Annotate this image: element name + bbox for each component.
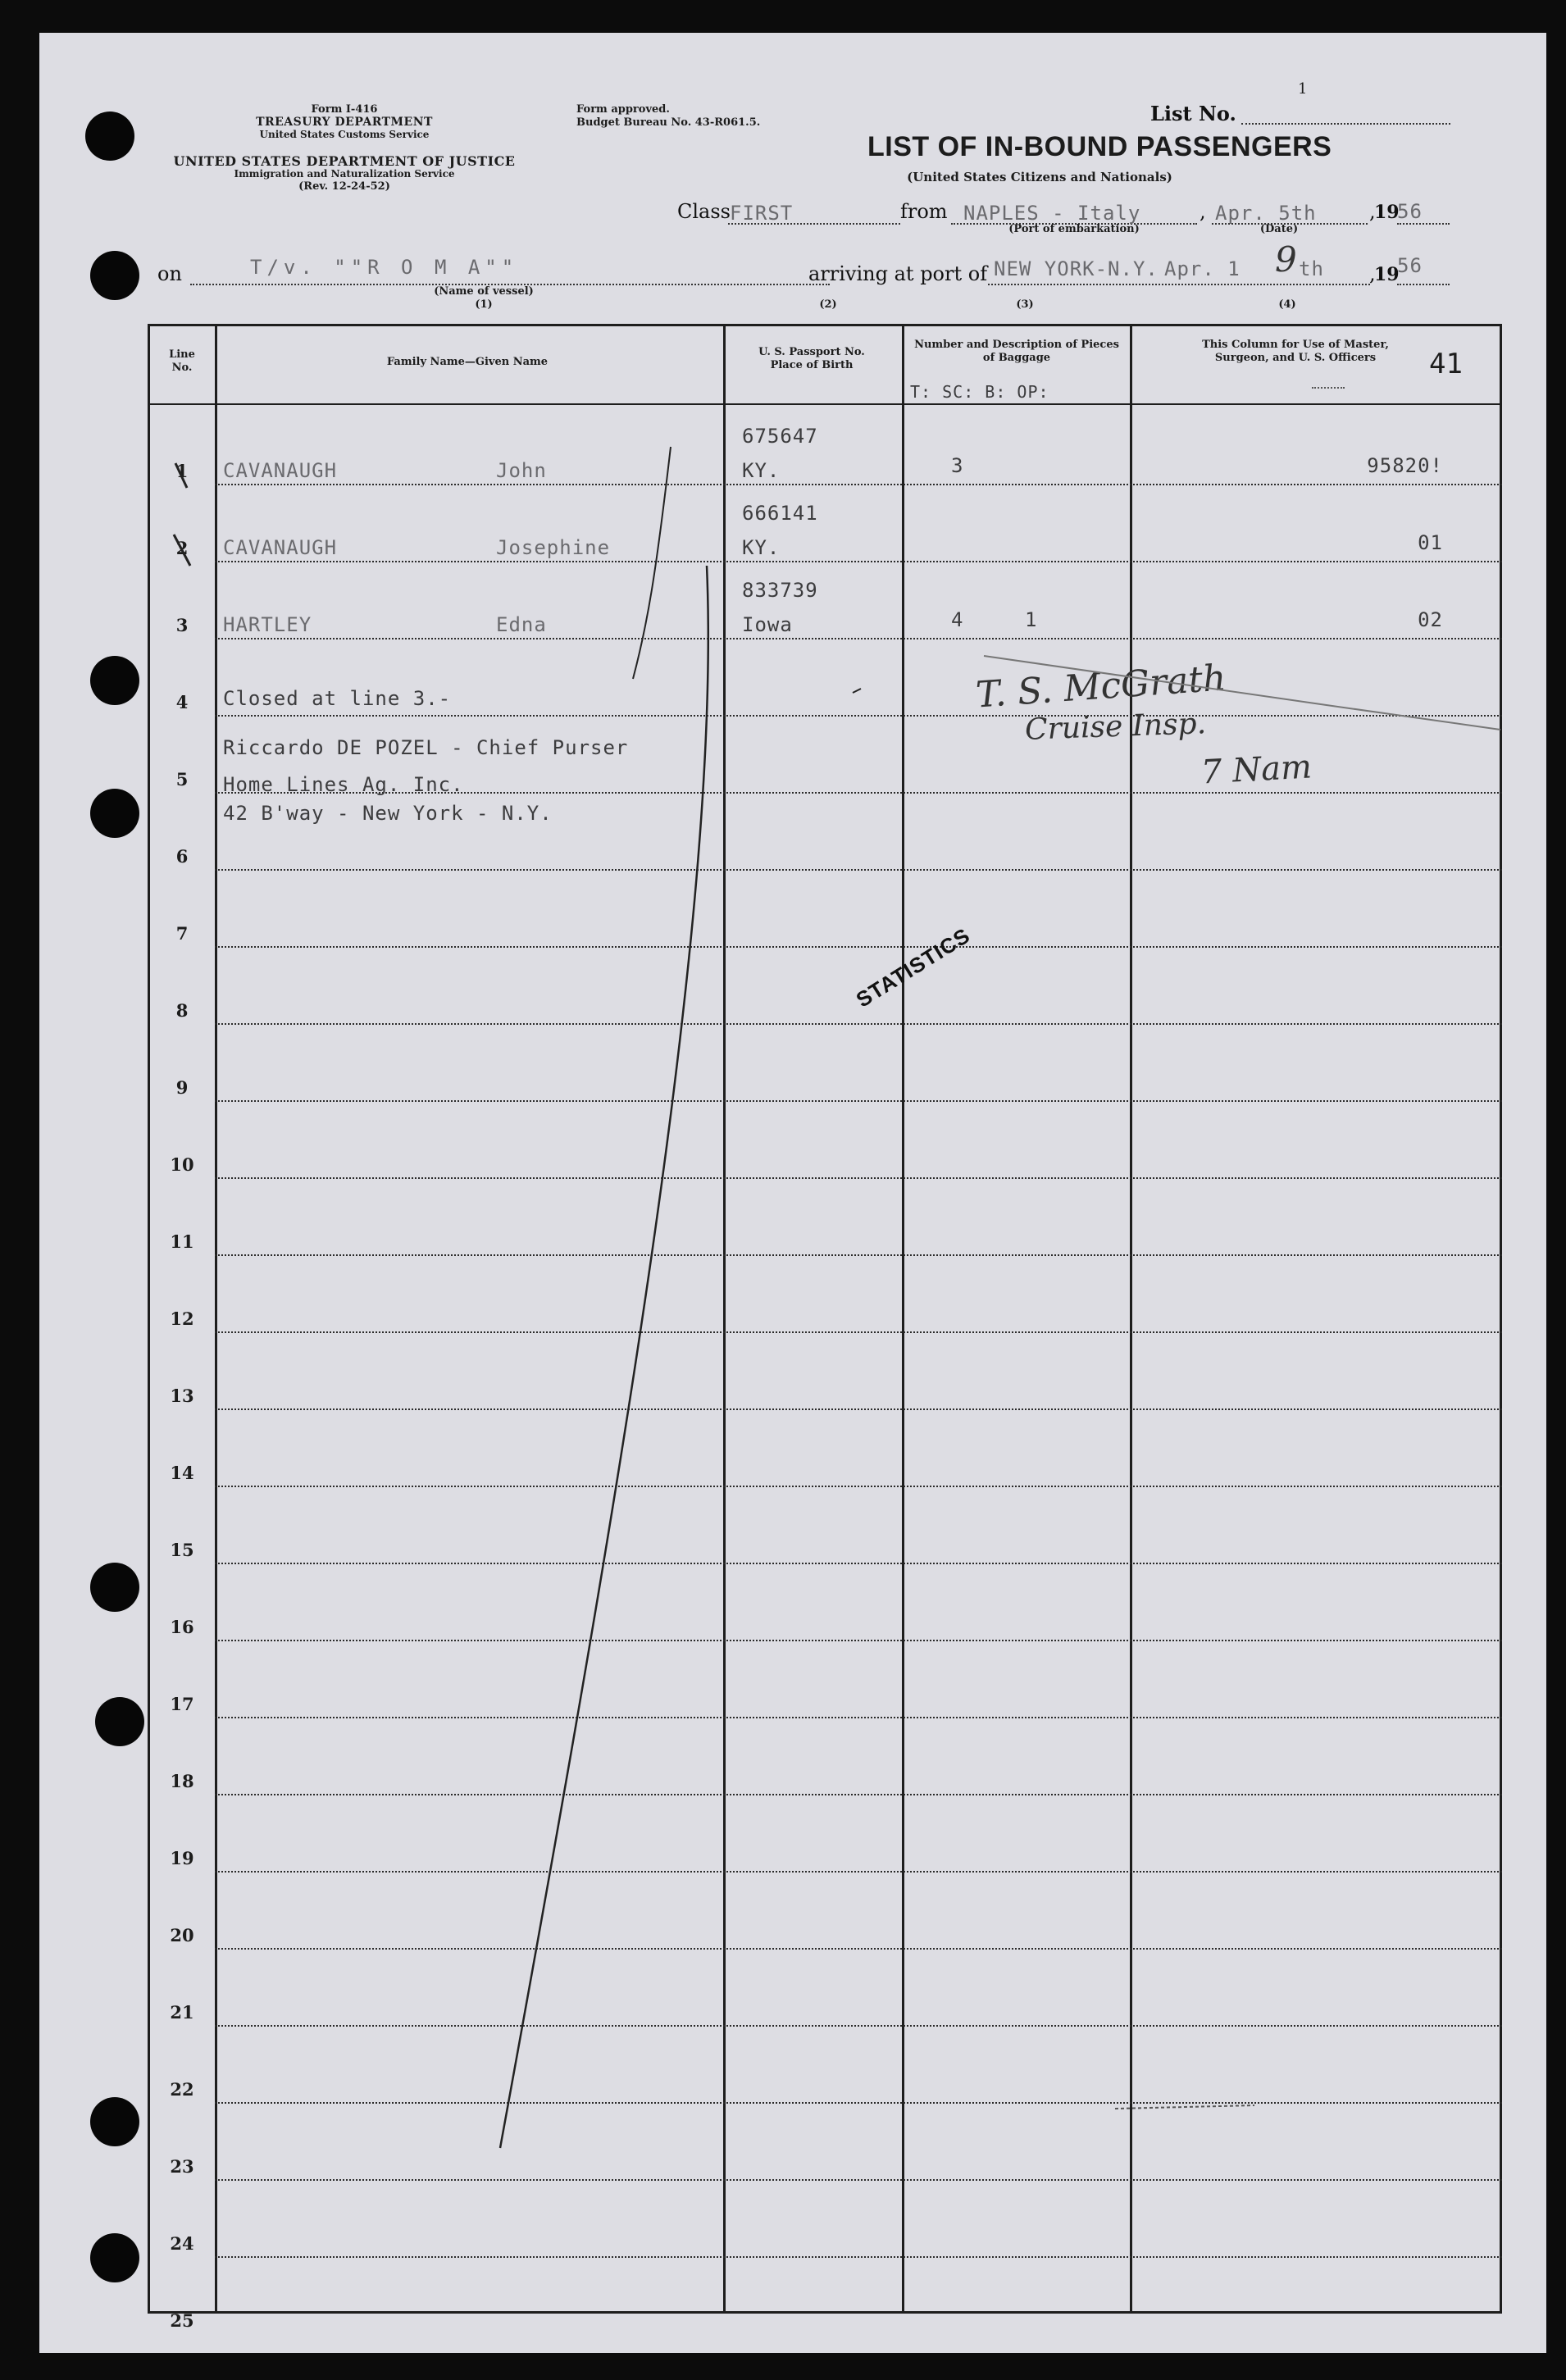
passenger-given-name: John [496, 459, 547, 482]
customs-service: United States Customs Service [259, 129, 430, 140]
line-number: 13 [170, 1386, 194, 1406]
passenger-family-name: CAVANAUGH [223, 536, 338, 559]
place-of-birth: KY. [742, 459, 781, 482]
signature-title: Cruise Insp. [1024, 707, 1207, 747]
purser-address: 42 B'way - New York - N.Y. [223, 802, 553, 825]
passenger-given-name: Josephine [496, 536, 611, 559]
line-number: 17 [170, 1694, 194, 1714]
vessel-caption: (Name of vessel) [434, 285, 534, 298]
line-number: 9 [175, 1077, 189, 1098]
page-title: LIST OF IN-BOUND PASSENGERS [867, 131, 1332, 162]
passenger-family-name: HARTLEY [223, 613, 312, 636]
comma-separator: , [1369, 262, 1376, 285]
line-number: 25 [170, 2310, 194, 2331]
place-of-birth: KY. [742, 536, 781, 559]
baggage-trunks: 4 [951, 608, 964, 631]
line-number: 10 [170, 1154, 194, 1175]
line-number: 15 [170, 1540, 194, 1560]
line-number: 24 [170, 2233, 194, 2254]
department-of-justice: UNITED STATES DEPARTMENT OF JUSTICE [173, 153, 516, 169]
header-passport: U. S. Passport No. Place of Birth [758, 346, 865, 371]
line-number: 8 [175, 1000, 189, 1021]
header-name: Family Name—Given Name [386, 356, 549, 368]
margin-number: 41 [1429, 348, 1463, 380]
comma-separator: , [1200, 200, 1206, 223]
passenger-given-name: Edna [496, 613, 547, 636]
line-number: 2 [175, 538, 189, 558]
arriving-date-handwritten: 9 [1275, 239, 1297, 280]
from-date: Apr. 5th [1215, 202, 1317, 225]
page-subtitle: (United States Citizens and Nationals) [907, 170, 1172, 184]
header-baggage: Number and Description of Pieces of Baggage [914, 339, 1119, 364]
line-number: 11 [170, 1231, 194, 1252]
list-number-label: List No. [1150, 102, 1236, 125]
arriving-port: NEW YORK-N.Y. [994, 257, 1159, 280]
line-number: 3 [175, 615, 189, 635]
officer-code: 02 [1418, 608, 1443, 631]
caption-1: (1) [475, 298, 493, 311]
form-revision: (Rev. 12-24-52) [298, 180, 390, 193]
officer-code: 01 [1418, 531, 1443, 554]
vessel-value: T/v. ""R O M A"" [250, 256, 519, 279]
caption-2: (2) [819, 298, 837, 311]
baggage-bags: 1 [1025, 608, 1038, 631]
line-number: 6 [175, 846, 189, 867]
page-number: 1 [1298, 80, 1308, 98]
purser-agency: Home Lines Ag. Inc. [223, 773, 464, 796]
arriving-year: 56 [1397, 254, 1423, 277]
from-label: from [900, 200, 948, 223]
signature-initials: 7 Nam [1200, 748, 1313, 792]
caption-3: (3) [1016, 298, 1034, 311]
budget-bureau: Budget Bureau No. 43-R061.5. [576, 116, 761, 129]
class-label: Class [677, 200, 731, 223]
passport-number: 833739 [742, 579, 818, 602]
line-number: 18 [170, 1771, 194, 1791]
closing-note: Closed at line 3.- [223, 687, 452, 710]
statistics-stamp: STATISTICS [851, 922, 975, 1013]
from-value: NAPLES - Italy [963, 202, 1141, 225]
line-number: 7 [175, 923, 189, 944]
line-number: 14 [170, 1463, 194, 1483]
line-number: 1 [175, 461, 189, 481]
line-number: 20 [170, 1925, 194, 1945]
comma-separator: , [1369, 200, 1376, 223]
line-number: 23 [170, 2156, 194, 2177]
line-number: 22 [170, 2079, 194, 2100]
arriving-date-suffix: th [1299, 257, 1324, 280]
form-number: Form I-416 [311, 103, 378, 116]
signature-inspector: T. S. McGrath [974, 657, 1227, 717]
officer-code: 95820! [1367, 454, 1443, 477]
baggage-subheader: T: SC: B: OP: [910, 382, 1049, 402]
class-value: FIRST [730, 202, 794, 225]
line-number: 21 [170, 2002, 194, 2023]
treasury-department: TREASURY DEPARTMENT [256, 116, 433, 129]
on-label: on [157, 262, 182, 285]
port-embarkation-caption: (Port of embarkation) [1008, 223, 1140, 235]
header-line-no: Line No. [169, 348, 195, 374]
line-number: 12 [170, 1308, 194, 1329]
line-number: 5 [175, 769, 189, 790]
purser-name: Riccardo DE POZEL - Chief Purser [223, 736, 629, 759]
year-value: 56 [1397, 200, 1423, 223]
passport-number: 675647 [742, 425, 818, 448]
passenger-family-name: CAVANAUGH [223, 459, 338, 482]
year-prefix: 19 [1374, 202, 1400, 223]
line-number: 19 [170, 1848, 194, 1868]
ins-service: Immigration and Naturalization Service [234, 168, 455, 180]
arriving-label: arriving at port of [808, 262, 988, 285]
place-of-birth: Iowa [742, 613, 793, 636]
date-caption: (Date) [1259, 223, 1299, 235]
caption-4: (4) [1278, 298, 1296, 311]
arriving-date: Apr. 1 [1164, 257, 1241, 280]
arriving-year-prefix: 19 [1374, 264, 1400, 285]
line-number: 16 [170, 1617, 194, 1637]
header-officers: This Column for Use of Master, Surgeon, and U. S. Officers [1202, 339, 1389, 364]
passport-number: 666141 [742, 502, 818, 525]
baggage-trunks: 3 [951, 454, 964, 477]
form-approved: Form approved. [576, 103, 670, 116]
line-number: 4 [175, 692, 189, 712]
